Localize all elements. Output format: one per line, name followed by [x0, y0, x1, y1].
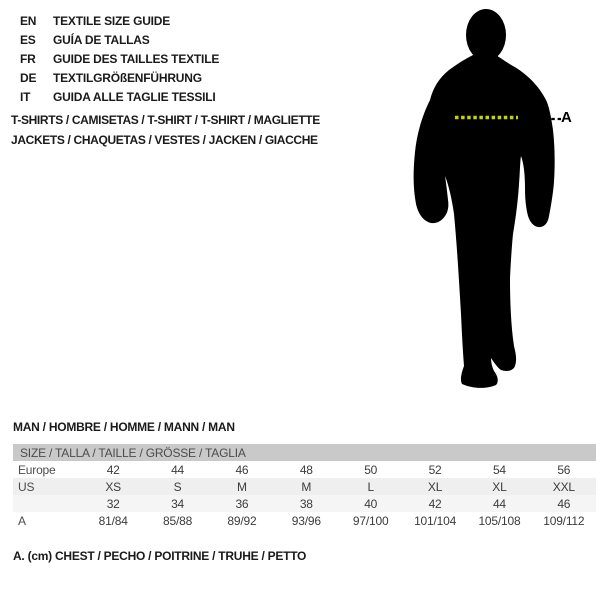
language-label: GUIDE DES TAILLES TEXTILE: [53, 52, 220, 66]
size-cell: 85/88: [163, 513, 193, 528]
language-label: TEXTILGRÖßENFÜHRUNG: [53, 71, 202, 85]
size-cell: 101/104: [414, 513, 457, 528]
size-cell: 36: [235, 496, 249, 511]
size-cell: XL: [427, 479, 443, 494]
table-row-chest: [13, 512, 596, 529]
language-row: [20, 69, 219, 88]
size-cell: 81/84: [98, 513, 128, 528]
language-label: GUIDA ALLE TAGLIE TESSILI: [53, 90, 216, 104]
language-label: GUÍA DE TALLAS: [53, 33, 150, 47]
size-cell: 93/96: [291, 513, 321, 528]
size-table-header: SIZE / TALLA / TAILLE / GRÖSSE / TAGLIA: [13, 444, 596, 461]
language-code: EN: [20, 14, 37, 28]
language-label: TEXTILE SIZE GUIDE: [53, 14, 171, 28]
size-cell: 46: [557, 496, 571, 511]
product-category-line: JACKETS / CHAQUETAS / VESTES / JACKEN / GIACCHE: [11, 133, 318, 147]
size-cell: 89/92: [227, 513, 257, 528]
size-cell: 38: [299, 496, 313, 511]
table-row-us: [13, 478, 596, 495]
row-label: Europe: [18, 462, 56, 477]
size-cell: 44: [171, 462, 185, 477]
size-cell: 34: [171, 496, 185, 511]
language-row: [20, 12, 219, 31]
row-label: A: [18, 513, 26, 528]
size-cell: XS: [105, 479, 121, 494]
size-cell: 105/108: [478, 513, 521, 528]
size-cell: 46: [235, 462, 249, 477]
size-cell: 42: [106, 462, 120, 477]
row-label: [13, 495, 81, 512]
product-category-line: T-SHIRTS / CAMISETAS / T-SHIRT / T-SHIRT / MAGLIETTE: [11, 113, 320, 127]
size-cell: 52: [428, 462, 442, 477]
size-cell: M: [237, 479, 247, 494]
man-silhouette: [413, 9, 565, 395]
language-row: [20, 50, 219, 69]
size-cell: 42: [428, 496, 442, 511]
size-table-header-row: [13, 444, 596, 461]
size-cell: 97/100: [352, 513, 389, 528]
language-code: FR: [20, 52, 36, 66]
measurement-footnote: A. (cm) CHEST / PECHO / POITRINE / TRUHE / PETTO: [13, 549, 307, 563]
size-cell: 48: [299, 462, 313, 477]
language-code: DE: [20, 71, 37, 85]
language-code: ES: [20, 33, 36, 47]
table-row-numeric: [13, 495, 596, 512]
language-list: [20, 12, 219, 107]
language-code: IT: [20, 90, 31, 104]
section-heading: MAN / HOMBRE / HOMME / MANN / MAN: [13, 420, 235, 434]
size-cell: 32: [106, 496, 120, 511]
size-cell: 44: [492, 496, 506, 511]
measurement-label-a: A: [561, 109, 572, 126]
size-cell: 40: [364, 496, 378, 511]
size-cell: XXL: [552, 479, 575, 494]
size-cell: 54: [492, 462, 506, 477]
language-row: [20, 88, 219, 107]
size-cell: L: [367, 479, 374, 494]
body-shape: [414, 54, 555, 388]
size-cell: M: [301, 479, 312, 494]
row-label: US: [18, 479, 35, 494]
size-cell: S: [173, 479, 182, 494]
product-category-list: [11, 110, 320, 150]
language-row: [20, 31, 219, 50]
size-cell: 50: [364, 462, 378, 477]
size-cell: 56: [557, 462, 571, 477]
size-table: [13, 444, 596, 529]
size-cell: 109/112: [543, 513, 585, 528]
size-cell: XL: [492, 479, 507, 494]
table-row-europe: [13, 461, 596, 478]
